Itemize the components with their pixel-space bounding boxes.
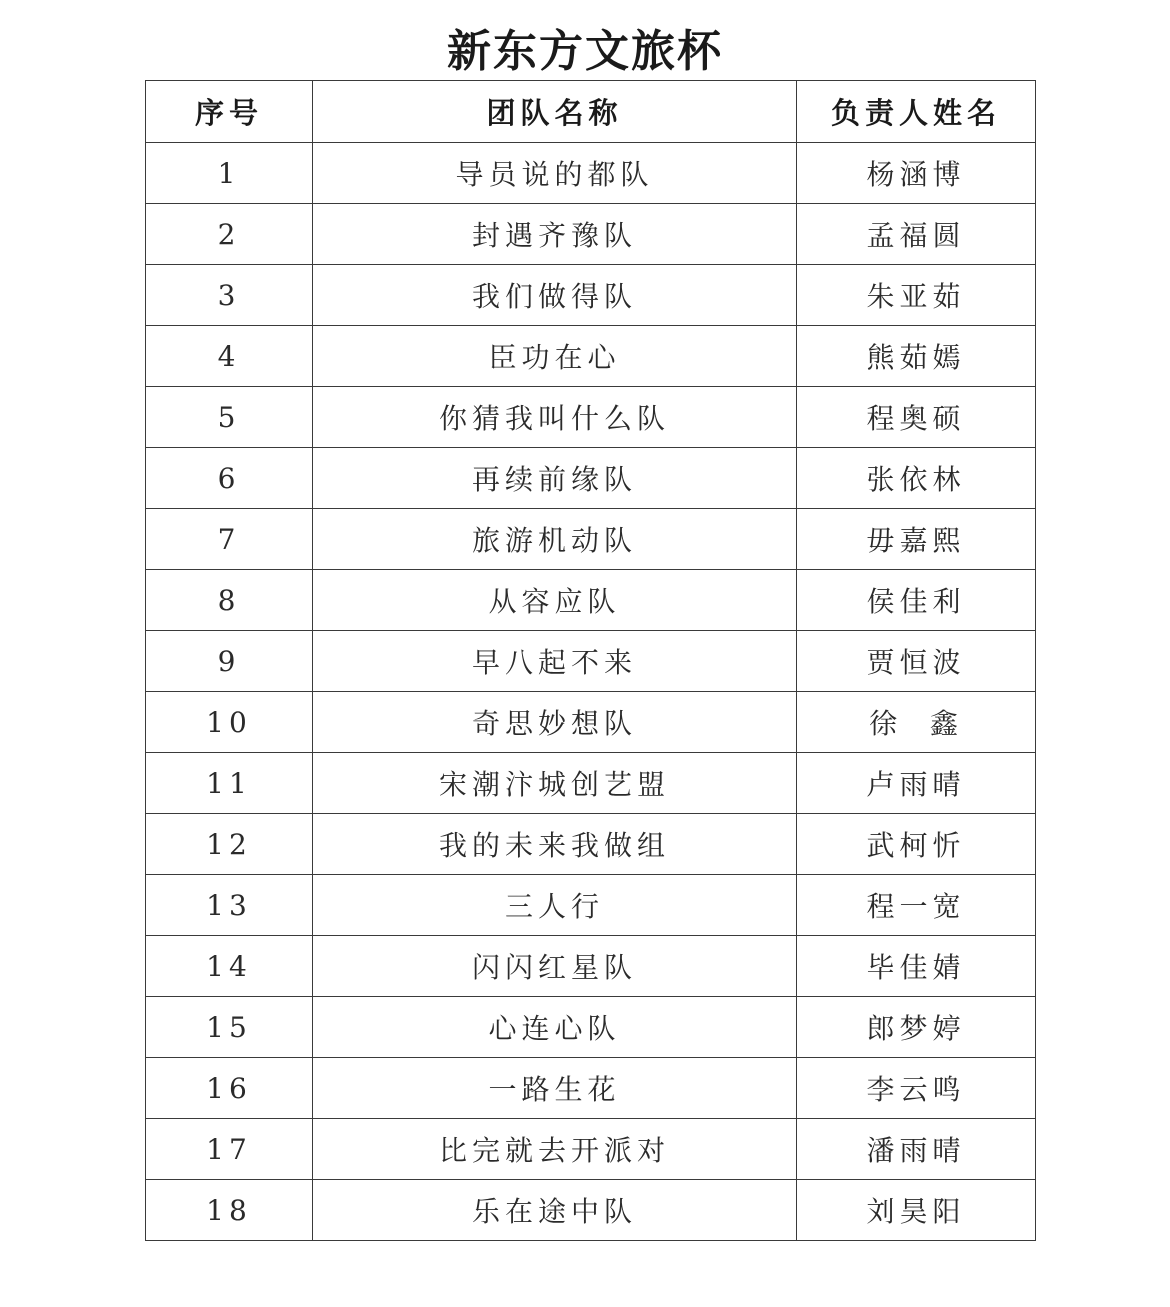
header-index: 序号 bbox=[146, 81, 313, 143]
row-team-name: 臣功在心 bbox=[313, 326, 797, 387]
row-team-name: 早八起不来 bbox=[313, 631, 797, 692]
row-index: 7 bbox=[146, 509, 313, 570]
row-leader-name: 程一宽 bbox=[797, 875, 1036, 936]
row-team-name: 宋潮汴城创艺盟 bbox=[313, 753, 797, 814]
row-leader-name: 贾恒波 bbox=[797, 631, 1036, 692]
row-leader-name: 朱亚茹 bbox=[797, 265, 1036, 326]
table-row bbox=[146, 1058, 1036, 1119]
header-team-name: 团队名称 bbox=[313, 81, 797, 143]
row-leader-name: 杨涵博 bbox=[797, 143, 1036, 204]
row-leader-name: 徐 鑫 bbox=[797, 692, 1036, 753]
row-team-name: 一路生花 bbox=[313, 1058, 797, 1119]
row-team-name: 你猜我叫什么队 bbox=[313, 387, 797, 448]
row-index: 8 bbox=[146, 570, 313, 631]
team-roster-table bbox=[145, 80, 1036, 1241]
row-leader-name: 毕佳婧 bbox=[797, 936, 1036, 997]
table-row bbox=[146, 448, 1036, 509]
table-row bbox=[146, 143, 1036, 204]
row-index: 13 bbox=[146, 875, 313, 936]
row-leader-name: 孟福圆 bbox=[797, 204, 1036, 265]
row-team-name: 从容应队 bbox=[313, 570, 797, 631]
table-row bbox=[146, 997, 1036, 1058]
table-row bbox=[146, 631, 1036, 692]
table-row bbox=[146, 875, 1036, 936]
row-team-name: 心连心队 bbox=[313, 997, 797, 1058]
row-team-name: 乐在途中队 bbox=[313, 1180, 797, 1241]
document-title: 新东方文旅杯 bbox=[447, 26, 723, 77]
row-index: 4 bbox=[146, 326, 313, 387]
row-leader-name: 李云鸣 bbox=[797, 1058, 1036, 1119]
table-row bbox=[146, 570, 1036, 631]
row-team-name: 再续前缘队 bbox=[313, 448, 797, 509]
row-leader-name: 刘昊阳 bbox=[797, 1180, 1036, 1241]
row-index: 15 bbox=[146, 997, 313, 1058]
row-team-name: 奇思妙想队 bbox=[313, 692, 797, 753]
row-index: 12 bbox=[146, 814, 313, 875]
row-team-name: 我的未来我做组 bbox=[313, 814, 797, 875]
table-row bbox=[146, 509, 1036, 570]
row-index: 14 bbox=[146, 936, 313, 997]
row-team-name: 闪闪红星队 bbox=[313, 936, 797, 997]
row-index: 18 bbox=[146, 1180, 313, 1241]
table-row bbox=[146, 936, 1036, 997]
row-leader-name: 熊茹嫣 bbox=[797, 326, 1036, 387]
table-row bbox=[146, 814, 1036, 875]
table-row bbox=[146, 326, 1036, 387]
row-team-name: 我们做得队 bbox=[313, 265, 797, 326]
row-index: 10 bbox=[146, 692, 313, 753]
table-row bbox=[146, 1119, 1036, 1180]
table-row bbox=[146, 387, 1036, 448]
row-leader-name: 武柯忻 bbox=[797, 814, 1036, 875]
row-index: 17 bbox=[146, 1119, 313, 1180]
table-row bbox=[146, 692, 1036, 753]
header-row bbox=[146, 81, 1036, 143]
table-row bbox=[146, 1180, 1036, 1241]
table-row bbox=[146, 265, 1036, 326]
row-leader-name: 郎梦婷 bbox=[797, 997, 1036, 1058]
row-team-name: 封遇齐豫队 bbox=[313, 204, 797, 265]
table-row bbox=[146, 753, 1036, 814]
row-team-name: 旅游机动队 bbox=[313, 509, 797, 570]
row-index: 16 bbox=[146, 1058, 313, 1119]
row-index: 1 bbox=[146, 143, 313, 204]
row-leader-name: 潘雨晴 bbox=[797, 1119, 1036, 1180]
header-leader-name: 负责人姓名 bbox=[797, 81, 1036, 143]
row-index: 6 bbox=[146, 448, 313, 509]
row-team-name: 导员说的都队 bbox=[313, 143, 797, 204]
row-leader-name: 毋嘉熙 bbox=[797, 509, 1036, 570]
row-index: 2 bbox=[146, 204, 313, 265]
row-index: 3 bbox=[146, 265, 313, 326]
row-index: 11 bbox=[146, 753, 313, 814]
row-leader-name: 侯佳利 bbox=[797, 570, 1036, 631]
row-leader-name: 张依林 bbox=[797, 448, 1036, 509]
row-index: 5 bbox=[146, 387, 313, 448]
row-leader-name: 卢雨晴 bbox=[797, 753, 1036, 814]
row-leader-name: 程奥硕 bbox=[797, 387, 1036, 448]
row-index: 9 bbox=[146, 631, 313, 692]
row-team-name: 三人行 bbox=[313, 875, 797, 936]
row-team-name: 比完就去开派对 bbox=[313, 1119, 797, 1180]
table-row bbox=[146, 204, 1036, 265]
